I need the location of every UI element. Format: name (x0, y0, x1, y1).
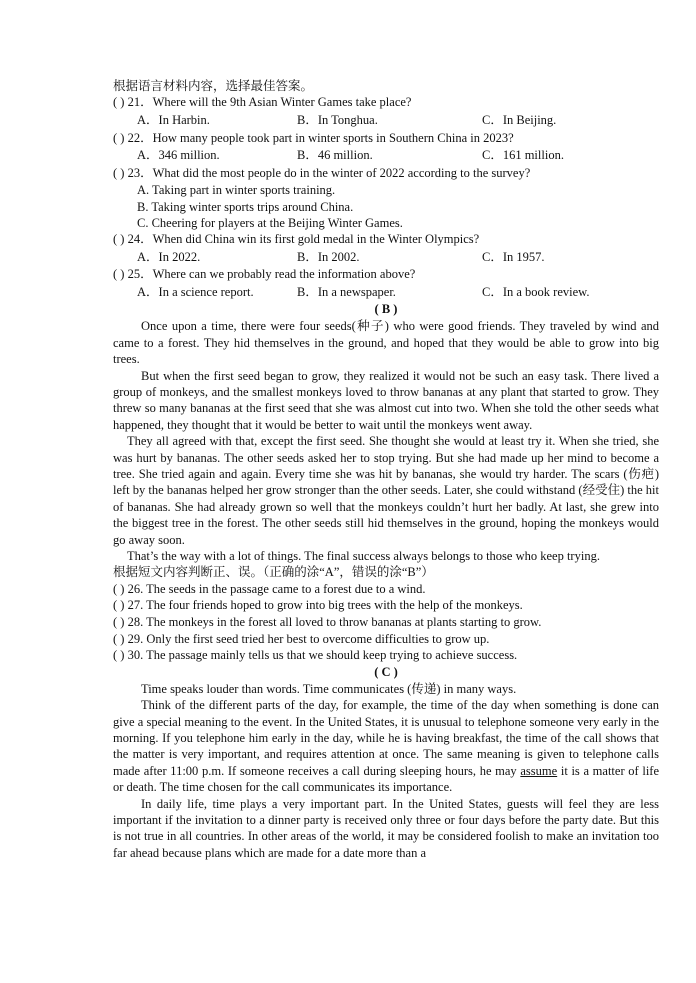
question-24: ( ) 24．When did China win its first gold medal in the Winter Olympics? (113, 231, 480, 246)
question-29: ( ) 29. Only the first seed tried her best to overcome difficulties to grow up. (113, 631, 490, 646)
option-c: C．161 million. (482, 148, 564, 163)
option-a: A. Taking part in winter sports training. (137, 183, 336, 198)
option-b: B．In Tonghua. (297, 113, 378, 127)
passage-c-paragraph: Time speaks louder than words. Time communicates (传递) in many ways. (141, 681, 517, 696)
option-a: A．In 2022. (137, 249, 201, 264)
passage-text: Think of the different parts of the day, for example, the time of the day when something is done can give a special meaning to the event. In the United States, it is unusual to telephone someone very early in the morning. If you telephone him early in the day, while he is having breakfast, the time of the call shows that the matter is very important, and requires attention at once. The same meaning is given to telephone calls made after 11:00 p.m. If someone receives a call during sleeping hours, he may (113, 698, 659, 778)
option-b: B．In a newspaper. (297, 284, 396, 299)
question-26: ( ) 26. The seeds in the passage came to a forest due to a wind. (113, 581, 426, 596)
option-a: A．346 million. (137, 148, 220, 163)
option-b: B．46 million. (297, 148, 373, 163)
passage-b-paragraph: That’s the way with a lot of things. The final success always belongs to those who keep trying. (127, 549, 600, 563)
underlined-word: assume (520, 763, 558, 778)
question-22-options (113, 147, 659, 165)
passage-text: it is a matter of life or death. The time chosen for the call communicates its importance. (113, 763, 660, 795)
passage-c-paragraph: In daily life, time plays a very important part. In the United States, guests will feel they are less important if the invitation to a dinner party is received only three or four days before the party date. But this is not true in all countries. In other areas of the world, it may be considered foolish to make an invitation too far ahead because plans which are made for a date more than a (113, 796, 659, 860)
question-21: ( ) 21．Where will the 9th Asian Winter Games take place? (113, 95, 412, 110)
exam-page (113, 78, 659, 861)
option-b: B．In 2002. (297, 249, 360, 264)
question-30: ( ) 30. The passage mainly tells us that we should keep trying to achieve success. (113, 648, 518, 663)
option-c: C. Cheering for players at the Beijing Winter Games. (137, 215, 403, 230)
question-22: ( ) 22．How many people took part in winter sports in Southern China in 2023? (113, 130, 514, 145)
option-a: A．In Harbin. (137, 113, 210, 127)
passage-b-paragraph: But when the first seed began to grow, they realized it would not be such an easy task. There lived a group of monkeys, and the smallest monkeys loved to throw bananas at any plant that started to grow. They threw so many bananas at the first seed that she was almost cut into two. When she told the other seeds what happened, they thought that it would be better to wait until the monkeys went away. (113, 368, 659, 432)
question-21-options (113, 112, 659, 130)
instructions-mc: 根据语言材料内容，选择最佳答案。 (113, 79, 314, 93)
question-28: ( ) 28. The monkeys in the forest all loved to throw bananas at plants starting to grow. (113, 615, 542, 629)
passage-b-paragraph: They all agreed with that, except the first seed. She thought she would at least try it. When she tried, she was hurt by bananas. The other seeds asked her to stop trying. But she had made up her mind to become a tree. She tried again and again. Every time she was hit by bananas, she would try harder. The scars (伤疤) left by the bananas helped her grow stronger than the other seeds. Later, she could withstand (经受住) the hit of bananas. She had already grown so well that the monkeys couldn’t hurt her badly. At last, she grew into the biggest tree in the forest. The other seeds still hid themselves in the ground, hoping the monkeys would go away soon. (113, 434, 659, 547)
question-25: ( ) 25．Where can we probably read the information above? (113, 267, 416, 282)
option-b: B. Taking winter sports trips around China. (137, 199, 354, 214)
passage-c-paragraph (113, 697, 659, 795)
section-b-heading: ( B ) (374, 302, 398, 317)
instructions-tf: 根据短文内容判断正、误。（正确的涂“A”，错误的涂“B”） (113, 565, 434, 580)
question-27: ( ) 27. The four friends hoped to grow into big trees with the help of the monkeys. (113, 598, 523, 613)
question-23: ( ) 23．What did the most people do in the winter of 2022 according to the survey? (113, 165, 531, 180)
question-24-options (113, 249, 659, 267)
option-c: C．In Beijing. (482, 113, 557, 127)
option-a: A．In a science report. (137, 284, 254, 299)
option-c: C．In 1957. (482, 249, 545, 264)
passage-b-paragraph: Once upon a time, there were four seeds(种子) who were good friends. They traveled by wind and came to a forest. They hid themselves in the ground, and hoped that they would be able to grow into big trees. (113, 319, 659, 367)
option-c: C．In a book review. (482, 284, 590, 299)
question-25-options (113, 284, 659, 302)
section-c-heading: ( C ) (374, 664, 398, 679)
